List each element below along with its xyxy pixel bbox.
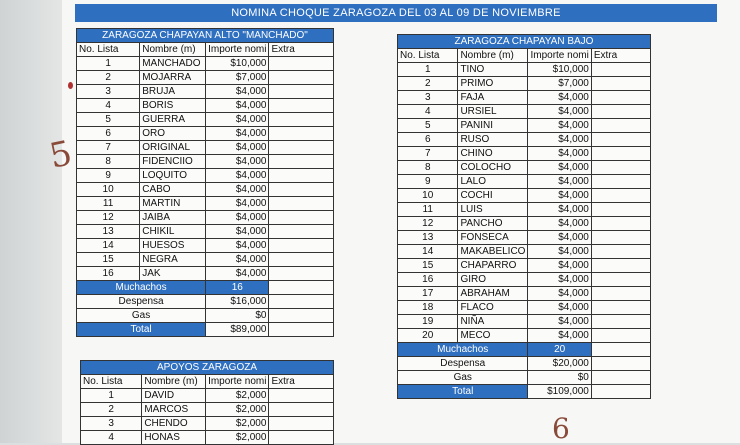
row-extra [269,389,334,403]
row-number: 2 [77,71,140,85]
row-extra [591,63,650,77]
row-number: 5 [77,113,140,127]
page-title: NOMINA CHOQUE ZARAGOZA DEL 03 AL 09 DE NOVIEMBRE [75,4,717,22]
handwritten-mark-bottom: 6 [552,412,570,445]
row-extra [591,315,650,329]
row-name: CABO [140,183,206,197]
row-name: PRIMO [458,77,528,91]
row-extra [591,175,650,189]
column-header: Nombre (m) [142,375,206,389]
row-name: LUIS [458,203,528,217]
row-amount: $4,000 [206,169,269,183]
row-name: TINO [458,63,528,77]
row-name: ORO [140,127,206,141]
row-number: 19 [398,315,458,329]
row-name: ABRAHAM [458,287,528,301]
row-amount: $4,000 [528,301,591,315]
row-amount: $4,000 [528,91,591,105]
row-extra [591,119,650,133]
column-header: Importe nomi [206,375,269,389]
row-name: CHINO [458,147,528,161]
row-amount: $4,000 [206,141,269,155]
row-number: 5 [398,119,458,133]
row-amount: $4,000 [528,161,591,175]
row-name: FIDENCIIO [140,155,206,169]
gas-label: Gas [77,309,206,323]
row-number: 2 [398,77,458,91]
row-extra [591,301,650,315]
table-row [77,169,334,183]
row-name: CHENDO [142,417,206,431]
row-extra [269,183,334,197]
table-row [398,189,651,203]
table-row [398,301,651,315]
total-value: $89,000 [206,323,269,337]
row-name: COCHI [458,189,528,203]
table-row [77,239,334,253]
row-extra [269,225,334,239]
table-row [398,217,651,231]
row-extra [591,245,650,259]
row-number: 11 [77,197,140,211]
despensa-label: Despensa [398,357,528,371]
row-extra [269,155,334,169]
row-number: 12 [398,217,458,231]
table-bajo-title: ZARAGOZA CHAPAYAN BAJO [398,35,651,49]
table-alto-rows [77,57,334,281]
row-amount: $4,000 [528,287,591,301]
row-number: 1 [81,389,142,403]
row-number: 8 [398,161,458,175]
table-apoyos [80,360,334,445]
row-name: MAKABELICO [458,245,528,259]
row-name: COLOCHO [458,161,528,175]
row-number: 9 [398,175,458,189]
table-row [398,91,651,105]
row-extra [269,267,334,281]
despensa-value: $16,000 [206,295,269,309]
row-number: 4 [398,105,458,119]
row-extra [269,169,334,183]
row-extra [269,113,334,127]
row-number: 17 [398,287,458,301]
row-amount: $7,000 [528,77,591,91]
table-row [81,389,334,403]
row-name: LOQUITO [140,169,206,183]
row-number: 8 [77,155,140,169]
row-number: 7 [77,141,140,155]
column-header: Extra [591,49,650,63]
row-name: BORIS [140,99,206,113]
row-name: NIÑA [458,315,528,329]
row-amount: $4,000 [206,85,269,99]
table-row [398,119,651,133]
despensa-value: $20,000 [528,357,591,371]
row-number: 3 [398,91,458,105]
row-amount: $4,000 [528,175,591,189]
row-amount: $4,000 [528,329,591,343]
table-row [81,403,334,417]
row-amount: $4,000 [206,239,269,253]
row-name: PANINI [458,119,528,133]
table-row [398,175,651,189]
table-row [398,77,651,91]
total-label: Total [398,385,528,399]
table-row [398,259,651,273]
row-number: 1 [398,63,458,77]
empty-cell [269,295,334,309]
row-extra [591,161,650,175]
table-alto-header [77,43,334,57]
row-amount: $2,000 [206,417,269,431]
muchachos-count: 16 [206,281,269,295]
table-apoyos-title: APOYOS ZARAGOZA [81,361,334,375]
row-extra [591,203,650,217]
row-amount: $4,000 [206,155,269,169]
table-row [81,417,334,431]
row-amount: $4,000 [206,127,269,141]
column-header: Nombre (m) [140,43,206,57]
gas-value: $0 [206,309,269,323]
table-row [398,273,651,287]
row-number: 6 [77,127,140,141]
row-amount: $10,000 [206,57,269,71]
row-name: GUERRA [140,113,206,127]
table-row [398,147,651,161]
row-extra [591,259,650,273]
row-extra [269,431,334,445]
empty-cell [269,281,334,295]
table-row [77,183,334,197]
row-name: ORIGINAL [140,141,206,155]
row-extra [269,253,334,267]
row-name: MANCHADO [140,57,206,71]
table-bajo-header [398,49,651,63]
row-amount: $4,000 [206,197,269,211]
table-row [398,287,651,301]
column-header: Extra [269,375,334,389]
row-amount: $4,000 [528,105,591,119]
row-number: 18 [398,301,458,315]
table-row [398,315,651,329]
row-name: MOJARRA [140,71,206,85]
column-header: No. Lista [77,43,140,57]
table-alto-title: ZARAGOZA CHAPAYAN ALTO "MANCHADO" [77,29,334,43]
row-number: 10 [77,183,140,197]
row-amount: $4,000 [528,119,591,133]
table-row [77,113,334,127]
column-header: Importe nomi [206,43,269,57]
row-extra [269,99,334,113]
empty-cell [591,357,650,371]
row-number: 15 [398,259,458,273]
row-extra [591,91,650,105]
column-header: Importe nomi [528,49,591,63]
table-row [77,253,334,267]
row-name: LALO [458,175,528,189]
row-amount: $4,000 [528,273,591,287]
row-number: 20 [398,329,458,343]
row-number: 12 [77,211,140,225]
table-row [77,127,334,141]
row-extra [269,239,334,253]
row-number: 4 [81,431,142,445]
red-dot [68,82,73,89]
row-extra [269,403,334,417]
row-amount: $4,000 [528,203,591,217]
table-bajo [397,34,651,399]
row-name: FLACO [458,301,528,315]
table-row [77,211,334,225]
row-amount: $4,000 [206,225,269,239]
column-header: No. Lista [81,375,142,389]
row-extra [591,273,650,287]
row-amount: $4,000 [206,253,269,267]
row-extra [269,211,334,225]
row-amount: $4,000 [206,211,269,225]
row-number: 9 [77,169,140,183]
row-number: 13 [398,231,458,245]
row-amount: $2,000 [206,389,269,403]
row-name: GIRO [458,273,528,287]
row-extra [269,57,334,71]
row-number: 7 [398,147,458,161]
row-number: 2 [81,403,142,417]
row-number: 15 [77,253,140,267]
table-row [77,155,334,169]
total-label: Total [77,323,206,337]
row-name: JAIBA [140,211,206,225]
row-extra [591,231,650,245]
row-extra [591,287,650,301]
row-amount: $4,000 [528,315,591,329]
row-extra [269,85,334,99]
row-name: RUSO [458,133,528,147]
table-row [77,57,334,71]
table-bajo-rows [398,63,651,343]
row-extra [591,217,650,231]
row-name: FONSECA [458,231,528,245]
table-row [77,85,334,99]
table-row [398,245,651,259]
row-extra [591,105,650,119]
column-header: Extra [269,43,334,57]
row-amount: $10,000 [528,63,591,77]
table-row [398,231,651,245]
table-row [77,197,334,211]
table-row [77,225,334,239]
table-apoyos-rows [81,389,334,445]
row-name: PANCHO [458,217,528,231]
row-amount: $4,000 [528,217,591,231]
row-number: 10 [398,189,458,203]
muchachos-count: 20 [528,343,591,357]
row-extra [591,329,650,343]
row-number: 14 [398,245,458,259]
table-row [398,329,651,343]
row-extra [591,77,650,91]
row-amount: $2,000 [206,403,269,417]
row-name: HONAS [142,431,206,445]
row-amount: $4,000 [206,267,269,281]
row-name: MARCOS [142,403,206,417]
row-extra [269,197,334,211]
row-number: 4 [77,99,140,113]
table-row [398,133,651,147]
row-number: 6 [398,133,458,147]
row-name: JAK [140,267,206,281]
row-amount: $4,000 [206,183,269,197]
row-name: CHIKIL [140,225,206,239]
row-amount: $4,000 [206,113,269,127]
row-name: BRUJA [140,85,206,99]
table-row [77,267,334,281]
row-number: 16 [398,273,458,287]
row-amount: $4,000 [528,147,591,161]
row-name: MARTIN [140,197,206,211]
row-name: URSIEL [458,105,528,119]
despensa-label: Despensa [77,295,206,309]
row-number: 13 [77,225,140,239]
muchachos-label: Muchachos [398,343,528,357]
row-extra [591,133,650,147]
empty-cell [591,343,650,357]
table-row [77,141,334,155]
row-name: NEGRA [140,253,206,267]
handwritten-mark-left: 5 [46,133,76,177]
table-row [77,71,334,85]
empty-cell [269,309,334,323]
table-row [398,203,651,217]
column-header: Nombre (m) [458,49,528,63]
table-row [77,99,334,113]
row-name: DAVID [142,389,206,403]
row-number: 16 [77,267,140,281]
row-number: 3 [77,85,140,99]
column-header: No. Lista [398,49,458,63]
row-name: FAJA [458,91,528,105]
table-row [398,63,651,77]
row-amount: $4,000 [528,259,591,273]
empty-cell [269,323,334,337]
row-number: 14 [77,239,140,253]
total-value: $109,000 [528,385,591,399]
row-extra [591,147,650,161]
row-name: CHAPARRO [458,259,528,273]
row-number: 11 [398,203,458,217]
row-number: 1 [77,57,140,71]
row-amount: $4,000 [528,133,591,147]
row-extra [269,417,334,431]
row-amount: $2,000 [206,431,269,445]
gas-value: $0 [528,371,591,385]
empty-cell [591,371,650,385]
row-name: MECO [458,329,528,343]
row-amount: $4,000 [206,99,269,113]
row-extra [269,71,334,85]
table-row [398,105,651,119]
row-amount: $7,000 [206,71,269,85]
row-number: 3 [81,417,142,431]
row-amount: $4,000 [528,245,591,259]
table-row [398,161,651,175]
row-amount: $4,000 [528,231,591,245]
row-extra [591,189,650,203]
table-row [81,431,334,445]
gas-label: Gas [398,371,528,385]
empty-cell [591,385,650,399]
table-apoyos-header [81,375,334,389]
table-alto [76,28,334,337]
row-name: HUESOS [140,239,206,253]
row-amount: $4,000 [528,189,591,203]
row-extra [269,127,334,141]
left-background [0,0,62,443]
muchachos-label: Muchachos [77,281,206,295]
row-extra [269,141,334,155]
